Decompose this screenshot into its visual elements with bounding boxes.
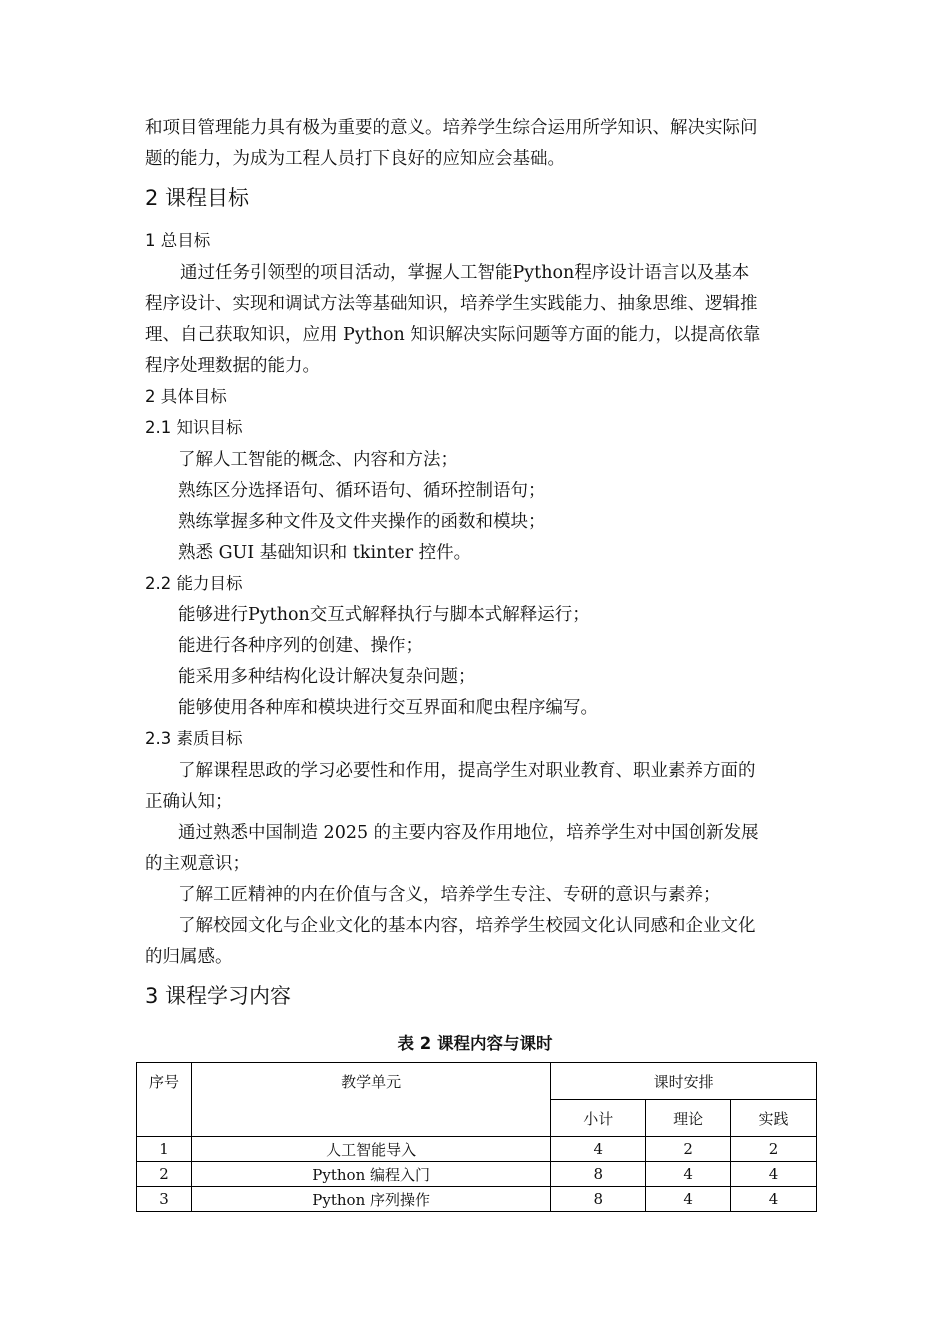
specific-goal-heading: 2 具体目标: [145, 387, 227, 406]
overall-goal-line-4: 程序处理数据的能力。: [145, 356, 320, 376]
row-index: 1: [137, 1137, 192, 1162]
quality-line: 通过熟悉中国制造 2025 的主要内容及作用地位，培养学生对中国创新发展: [178, 823, 759, 843]
intro-line-2: 题的能力，为成为工程人员打下良好的应知应会基础。: [145, 149, 565, 169]
overall-goal-line-3: 理、自己获取知识，应用 Python 知识解决实际问题等方面的能力，以提高依靠: [145, 325, 761, 345]
row-practice: 4: [731, 1162, 817, 1187]
row-subtotal: 8: [551, 1162, 646, 1187]
row-theory: 2: [646, 1137, 731, 1162]
course-hours-table: [136, 1062, 817, 1212]
knowledge-item: 熟练掌握多种文件及文件夹操作的函数和模块；: [178, 512, 546, 532]
knowledge-item: 了解人工智能的概念、内容和方法；: [178, 450, 458, 470]
row-unit: Python 序列操作: [191, 1187, 550, 1212]
section-3-heading: 3 课程学习内容: [145, 984, 292, 1008]
quality-line: 的主观意识；: [145, 854, 250, 874]
ability-item: 能够使用各种库和模块进行交互界面和爬虫程序编写。: [178, 698, 598, 718]
row-practice: 4: [731, 1187, 817, 1212]
ability-goal-heading: 2.2 能力目标: [145, 574, 243, 593]
table-row: [137, 1162, 817, 1187]
row-unit: Python 编程入门: [191, 1162, 550, 1187]
knowledge-item: 熟悉 GUI 基础知识和 tkinter 控件。: [178, 543, 472, 563]
row-practice: 2: [731, 1137, 817, 1162]
row-theory: 4: [646, 1187, 731, 1212]
overall-goal-heading: 1 总目标: [145, 231, 211, 250]
overall-goal-line-2: 程序设计、实现和调试方法等基础知识，培养学生实践能力、抽象思维、逻辑推: [145, 294, 758, 314]
row-index: 2: [137, 1162, 192, 1187]
index-header: 序号: [137, 1063, 192, 1137]
practice-header: 实践: [731, 1100, 817, 1137]
quality-line: 正确认知；: [145, 792, 233, 812]
quality-goal-heading: 2.3 素质目标: [145, 729, 243, 748]
knowledge-item: 熟练区分选择语句、循环语句、循环控制语句；: [178, 481, 546, 501]
quality-line: 了解课程思政的学习必要性和作用，提高学生对职业教育、职业素养方面的: [178, 761, 756, 781]
table-row: [137, 1187, 817, 1212]
row-theory: 4: [646, 1162, 731, 1187]
ability-item: 能够进行Python交互式解释执行与脚本式解释运行；: [178, 605, 590, 625]
overall-goal-line-1: 通过任务引领型的项目活动，掌握人工智能Python程序设计语言以及基本: [180, 263, 750, 283]
table-row: [137, 1137, 817, 1162]
theory-header: 理论: [646, 1100, 731, 1137]
row-unit: 人工智能导入: [191, 1137, 550, 1162]
table-caption: 表 2 课程内容与课时: [397, 1034, 553, 1053]
row-index: 3: [137, 1187, 192, 1212]
row-subtotal: 8: [551, 1187, 646, 1212]
ability-item: 能采用多种结构化设计解决复杂问题；: [178, 667, 476, 687]
quality-line: 了解校园文化与企业文化的基本内容，培养学生校园文化认同感和企业文化: [178, 916, 756, 936]
quality-line: 的归属感。: [145, 947, 233, 967]
unit-header: 教学单元: [191, 1063, 550, 1137]
hours-header: 课时安排: [551, 1063, 817, 1100]
section-2-heading: 2 课程目标: [145, 186, 250, 210]
ability-item: 能进行各种序列的创建、操作；: [178, 636, 423, 656]
intro-line-1: 和项目管理能力具有极为重要的意义。培养学生综合运用所学知识、解决实际问: [145, 118, 758, 138]
row-subtotal: 4: [551, 1137, 646, 1162]
subtotal-header: 小计: [551, 1100, 646, 1137]
quality-line: 了解工匠精神的内在价值与含义，培养学生专注、专研的意识与素养；: [178, 885, 721, 905]
knowledge-goal-heading: 2.1 知识目标: [145, 418, 243, 437]
table-header-row: [137, 1063, 817, 1100]
